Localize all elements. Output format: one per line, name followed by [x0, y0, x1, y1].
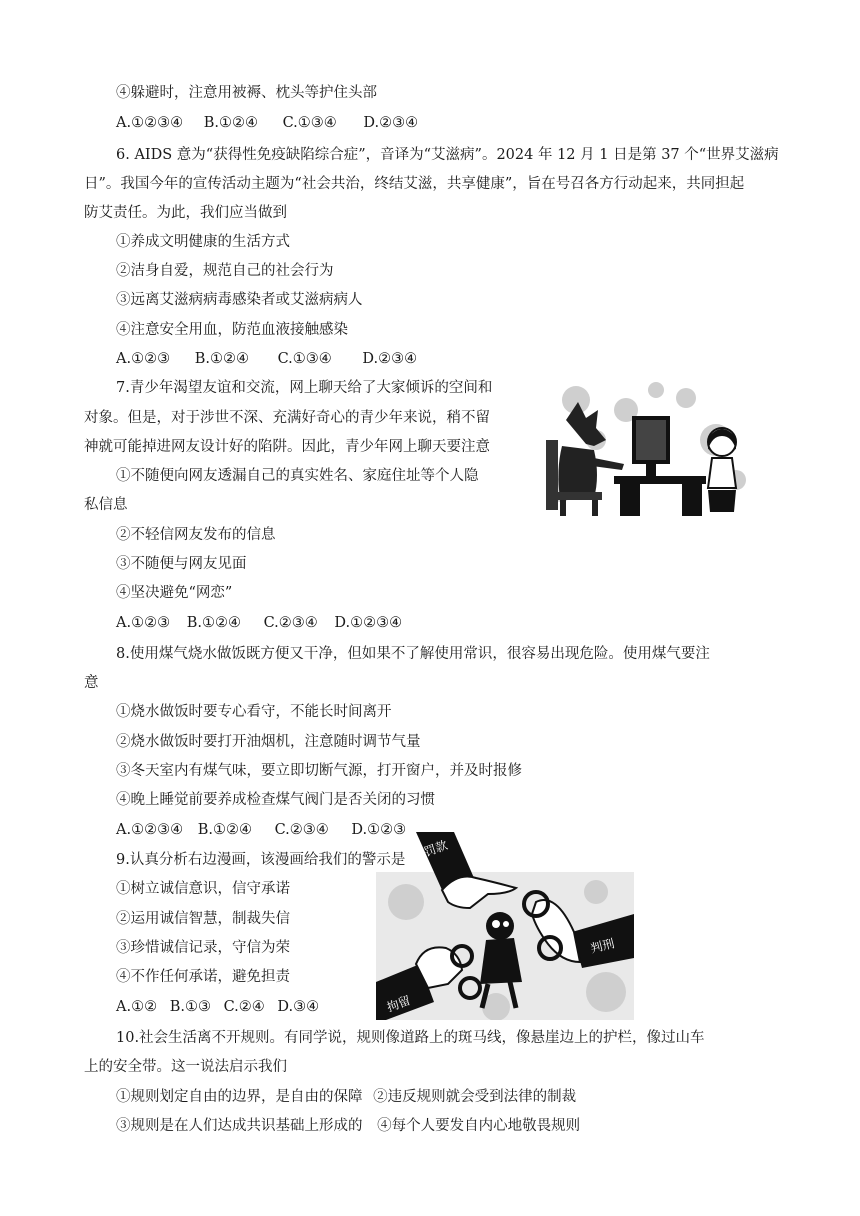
q7-item-4: ④坚决避免“网恋”	[116, 585, 233, 601]
q7-item-1-line-1: ①不随便向网友透漏自己的真实姓名、家庭住址等个人隐	[116, 468, 479, 484]
q7-options	[116, 613, 402, 633]
q7-option-b: B.①②④	[186, 615, 241, 631]
q10-item-2: ②违反规则就会受到法律的制裁	[373, 1089, 577, 1105]
q9-item-1: ①树立诚信意识，信守承诺	[116, 881, 290, 897]
q9-stem: 9.认真分析右边漫画，该漫画给我们的警示是	[116, 852, 406, 868]
q8-item-4: ④晚上睡觉前要养成检查煤气阀门是否关闭的习惯	[116, 792, 435, 808]
q7-stem-line-1: 7.青少年渴望友谊和交流，网上聊天给了大家倾诉的空间和	[116, 380, 493, 396]
q5-option-b: B.①②④	[203, 115, 258, 131]
label-sentence: 判刑	[589, 936, 616, 956]
q6-stem-line-1: 6. AIDS 意为“获得性免疫缺陷综合症”，音译为“艾滋病”。2024 年 12 月 1 日是第 37 个“世界艾滋病	[116, 147, 779, 163]
q7-option-a: A.①②③	[116, 615, 171, 631]
q9-option-d: D.③④	[277, 999, 320, 1015]
q9-option-b: B.①③	[169, 999, 211, 1015]
q8-option-c: C.②③④	[274, 822, 329, 838]
q7-option-c: C.②③④	[263, 615, 318, 631]
q8-item-3: ③冬天室内有煤气味，要立即切断气源，打开窗户，并及时报修	[116, 763, 522, 779]
q8-stem-line-2: 意	[84, 675, 99, 691]
q6-option-c: C.①③④	[277, 351, 332, 367]
q7-stem-line-3: 神就可能掉进网友设计好的陷阱。因此，青少年网上聊天要注意	[84, 439, 490, 455]
q9-item-2: ②运用诚信智慧，制裁失信	[116, 911, 290, 927]
q7-stem-line-2: 对象。但是，对于涉世不深、充满好奇心的青少年来说，稍不留	[84, 410, 490, 426]
q7-item-3: ③不随便与网友见面	[116, 556, 247, 572]
q7-item-2: ②不轻信网友发布的信息	[116, 527, 276, 543]
q7-option-d: D.①②③④	[334, 615, 403, 631]
q10-stem-line-1: 10.社会生活离不开规则。有同学说，规则像道路上的斑马线，像悬崖边上的护栏，像过山车	[116, 1030, 705, 1046]
q8-option-d: D.①②③	[351, 822, 407, 838]
q8-option-b: B.①②④	[197, 822, 252, 838]
q5-option-c: C.①③④	[282, 115, 337, 131]
q8-stem-line-1: 8.使用煤气烧水做饭既方便又干净，但如果不了解使用常识，很容易出现危险。使用煤气要注	[116, 646, 710, 662]
q7-item-1-line-2: 私信息	[84, 497, 128, 513]
q9-item-4: ④不作任何承诺，避免担责	[116, 969, 290, 985]
q6-stem-line-2: 日”。我国今年的宣传活动主题为“社会共治，终结艾滋，共享健康”，旨在号召各方行动起来，共同担起	[84, 176, 745, 192]
online-chat-cartoon	[536, 380, 750, 520]
q10-item-4: ④每个人要发自内心地敬畏规则	[377, 1118, 581, 1134]
q6-item-3: ③远离艾滋病病毒感染者或艾滋病病人	[116, 292, 363, 308]
q6-option-d: D.②③④	[362, 351, 418, 367]
label-fine: 罚款	[422, 837, 450, 860]
dishonesty-punishment-cartoon	[376, 832, 634, 1020]
q10-item-1: ①规则划定自由的边界，是自由的保障	[116, 1089, 363, 1105]
q6-item-1: ①养成文明健康的生活方式	[116, 234, 290, 250]
q8-option-a: A.①②③④	[116, 822, 184, 838]
q9-option-a: A.①②	[116, 999, 158, 1015]
q8-item-2: ②烧水做饭时要打开油烟机，注意随时调节气量	[116, 734, 421, 750]
q5-option-d: D.②③④	[363, 115, 419, 131]
q10-stem-line-2: 上的安全带。这一说法启示我们	[84, 1059, 287, 1075]
q10-item-3: ③规则是在人们达成共识基础上形成的	[116, 1118, 363, 1134]
label-detain: 拘留	[385, 993, 413, 1015]
q5-item-4: ④躲避时，注意用被褥、枕头等护住头部	[116, 85, 377, 101]
q5-options	[116, 113, 418, 133]
q9-item-3: ③珍惜诚信记录，守信为荣	[116, 940, 290, 956]
q6-options	[116, 349, 417, 369]
q6-stem-line-3: 防艾责任。为此，我们应当做到	[84, 205, 287, 221]
q8-options	[116, 820, 406, 840]
q10-items-row-1	[116, 1087, 576, 1107]
q10-items-row-2	[116, 1116, 580, 1136]
q9-options	[116, 997, 319, 1017]
q9-option-c: C.②④	[223, 999, 265, 1015]
q5-option-a: A.①②③④	[116, 115, 184, 131]
q6-option-a: A.①②③	[116, 351, 171, 367]
q6-item-2: ②洁身自爱，规范自己的社会行为	[116, 263, 334, 279]
q6-item-4: ④注意安全用血，防范血液接触感染	[116, 322, 348, 338]
q8-item-1: ①烧水做饭时要专心看守，不能长时间离开	[116, 704, 392, 720]
q6-option-b: B.①②④	[194, 351, 249, 367]
